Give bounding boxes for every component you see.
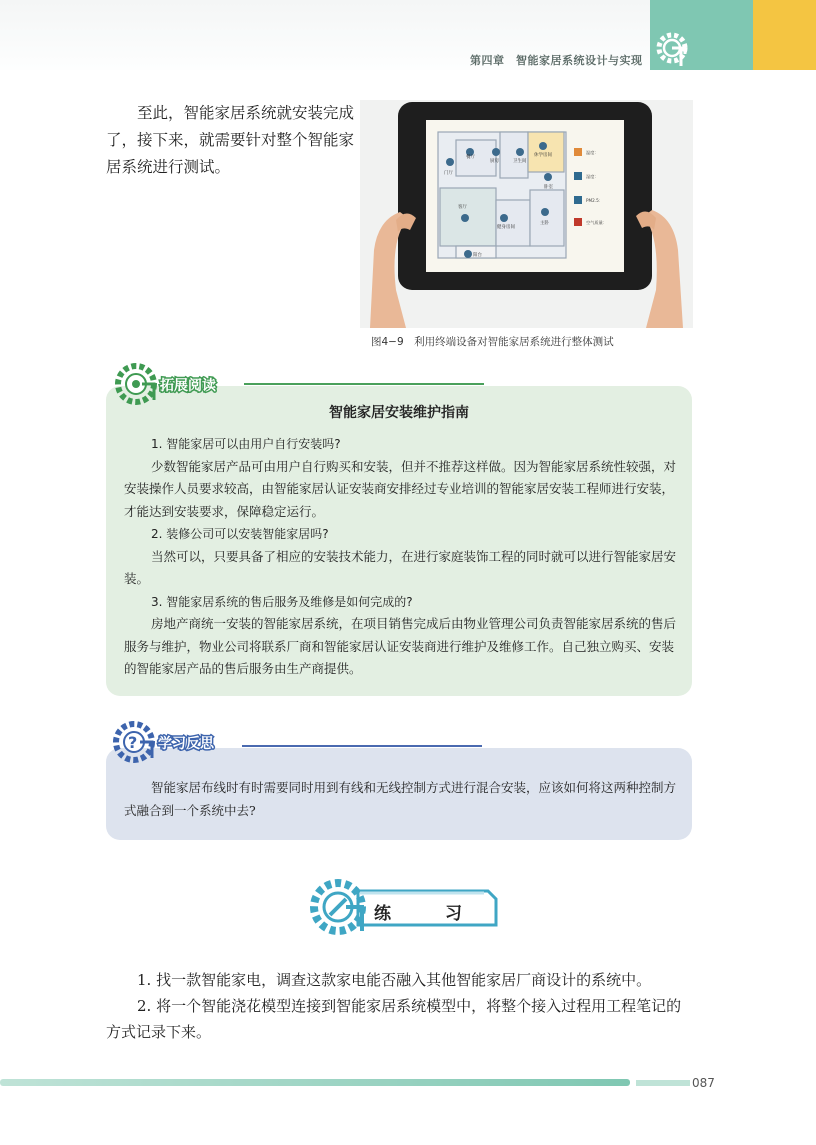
- tablet-figure: [360, 100, 693, 328]
- svg-text:?: ?: [128, 733, 138, 752]
- footer-rule: [0, 1079, 630, 1086]
- legend-label: PM2.5：: [586, 198, 603, 203]
- legend-label: 温度：: [586, 150, 599, 155]
- exercise-label: 练习: [374, 904, 516, 924]
- reading-question: 1. 智能家居可以由用户自行安装吗?: [151, 437, 341, 451]
- gear-logo-icon: [652, 28, 692, 68]
- page-number: 087: [692, 1076, 715, 1090]
- exercise-item: 2. 将一个智能浇花模型连接到智能家居系统模型中，将整个接入过程用工程笔记的方式记录下来。: [106, 997, 682, 1041]
- exercise-list: [106, 967, 692, 1045]
- reflection-tag-label: 学习反思: [158, 736, 214, 752]
- room-label: 休学房间: [534, 153, 552, 158]
- tablet-illustration: [360, 100, 693, 328]
- room-label: 餐厅: [466, 155, 475, 160]
- reading-answer: 少数智能家居产品可由用户自行购买和安装，但并不推荐这样做。因为智能家居系统性较强，对安装操作人员要求较高，由智能家居认证安装商安排经过专业培训的智能家居安装工程师进行安装，才能达到安装要求，保障稳定运行。: [124, 458, 677, 519]
- exercise-item: 1. 找一款智能家电，调查这款家电能否融入其他智能家居厂商设计的系统中。: [137, 971, 652, 989]
- extended-reading-tag-label: 拓展阅读: [160, 378, 216, 394]
- extended-reading-rule: [244, 383, 484, 385]
- legend-label: 空气质量：: [586, 220, 607, 225]
- reading-answer: 房地产商统一安装的智能家居系统，在项目销售完成后由物业管理公司负责智能家居系统的售后服务与维护，物业公司将联系厂商和智能家居认证安装商进行维护及维修工作。自己独立购买、安装的智能家居产品的售后服务由生产商提供。: [124, 616, 677, 676]
- room-label: 卫生间: [513, 159, 527, 164]
- legend-label: 湿度：: [586, 174, 599, 179]
- reflection-tag: [112, 718, 292, 766]
- reading-answer: 当然可以，只要具备了相应的安装技术能力，在进行家庭装饰工程的同时就可以进行智能家居安装。: [124, 548, 677, 586]
- figure-caption: 图4−9 利用终端设备对智能家居系统进行整体测试: [371, 336, 614, 348]
- room-label: 阳台: [473, 253, 482, 258]
- intro-paragraph: 至此，智能家居系统就安装完成了，接下来，就需要针对整个智能家居系统进行测试。: [106, 104, 355, 176]
- header-yellow-block: [753, 0, 816, 70]
- room-label: 门厅: [444, 171, 453, 176]
- room-label: 厨房: [490, 159, 499, 164]
- reading-question: 2. 装修公司可以安装智能家居吗?: [151, 527, 329, 541]
- reflection-rule: [242, 745, 482, 747]
- reading-title: 智能家居安装维护指南: [329, 405, 469, 421]
- room-label: 健身房间: [497, 225, 515, 230]
- room-label: 客厅: [458, 205, 467, 210]
- floor-plan: [438, 132, 566, 258]
- reflection-text: 智能家居布线时有时需要同时用到有线和无线控制方式进行混合安装，应该如何将这两种控制方式融合到一个系统中去?: [124, 780, 677, 818]
- room-label: 卧室: [544, 185, 553, 190]
- chapter-title: 第四章 智能家居系统设计与实现: [470, 54, 643, 67]
- reading-body: [124, 433, 678, 681]
- reading-question: 3. 智能家居系统的售后服务及维修是如何完成的?: [151, 594, 413, 609]
- room-label: 主卧: [540, 221, 549, 226]
- footer-rule-short: [636, 1080, 690, 1086]
